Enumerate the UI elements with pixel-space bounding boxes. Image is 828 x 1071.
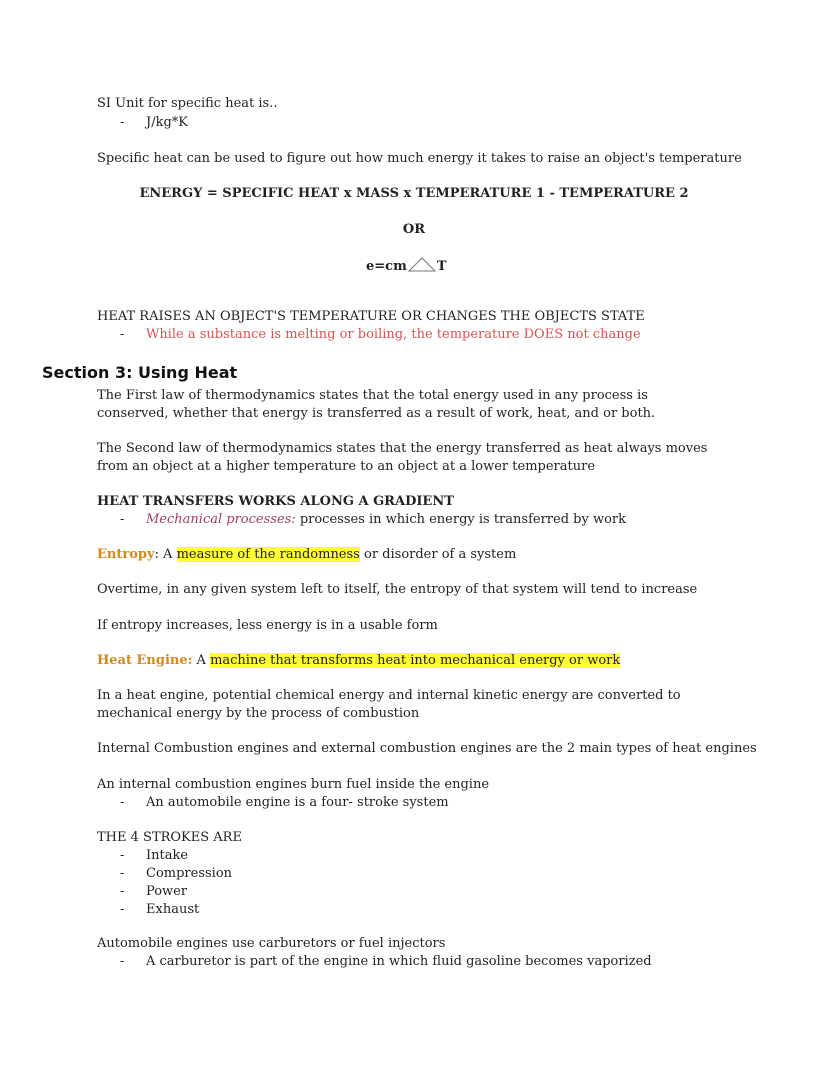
mechanical-processes-definition: processes in which energy is transferred by work bbox=[295, 512, 626, 527]
entropy-term: Entropy bbox=[97, 547, 155, 562]
bullet-dash: - bbox=[120, 866, 125, 881]
delta-triangle-icon bbox=[407, 256, 437, 272]
energy-formula-long: ENERGY = SPECIFIC HEAT x MASS x TEMPERATURE 1 - TEMPERATURE 2 bbox=[139, 186, 689, 201]
heat-raises-heading: HEAT RAISES AN OBJECT'S TEMPERATURE OR CHANGES THE OBJECTS STATE bbox=[97, 309, 645, 324]
bullet-dash: - bbox=[120, 848, 125, 863]
si-unit-intro: SI Unit for specific heat is.. bbox=[97, 96, 278, 111]
heat-engine-highlight: machine that transforms heat into mechanical energy or work bbox=[210, 653, 621, 668]
engine-types: Internal Combustion engines and external combustion engines are the 2 main types of heat engines bbox=[97, 741, 757, 756]
entropy-colon: : A bbox=[154, 547, 177, 562]
bullet-dash: - bbox=[120, 795, 125, 810]
heat-engine-term: Heat Engine: bbox=[97, 653, 193, 668]
entropy-definition bbox=[97, 546, 516, 564]
entropy-usable: If entropy increases, less energy is in a usable form bbox=[97, 618, 438, 633]
internal-engine-text: An internal combustion engines burn fuel inside the engine bbox=[97, 777, 490, 792]
entropy-rest: or disorder of a system bbox=[359, 547, 517, 562]
stroke-item: Intake bbox=[146, 848, 189, 863]
energy-formula-short bbox=[366, 256, 447, 276]
internal-engine-sub: An automobile engine is a four- stroke system bbox=[146, 795, 449, 810]
bullet-dash: - bbox=[120, 954, 125, 969]
heat-engine-definition bbox=[97, 652, 620, 670]
bullet-dash: - bbox=[120, 902, 125, 917]
carburetor-sub: A carburetor is part of the engine in which fluid gasoline becomes vaporized bbox=[146, 954, 652, 969]
heat-engine-a: A bbox=[192, 653, 211, 668]
bullet-dash: - bbox=[120, 512, 125, 527]
formula-short-prefix: e=cm bbox=[366, 259, 407, 274]
stroke-item: Exhaust bbox=[146, 902, 200, 917]
strokes-heading: THE 4 STROKES ARE bbox=[97, 830, 242, 845]
heat-raises-note: While a substance is melting or boiling, the temperature DOES not change bbox=[146, 327, 641, 342]
stroke-item: Compression bbox=[146, 866, 233, 881]
second-law-paragraph: The Second law of thermodynamics states that the energy transferred as heat always moves from an object at a higher temperature to an object at a lower temperature bbox=[97, 441, 708, 474]
entropy-increase: Overtime, in any given system left to itself, the entropy of that system will tend to increase bbox=[97, 582, 698, 597]
carburetor-text: Automobile engines use carburetors or fuel injectors bbox=[97, 936, 446, 951]
bullet-dash: - bbox=[120, 884, 125, 899]
bullet-dash: - bbox=[120, 115, 125, 130]
specific-heat-use: Specific heat can be used to figure out how much energy it takes to raise an object's temperature bbox=[97, 151, 742, 166]
bullet-dash: - bbox=[120, 327, 125, 342]
entropy-highlight: measure of the randomness bbox=[176, 547, 360, 562]
section-title: Section 3: Using Heat bbox=[42, 363, 238, 382]
formula-short-suffix: T bbox=[436, 259, 447, 274]
first-law-paragraph: The First law of thermodynamics states that the total energy used in any process is conserved, whether that energy is transferred as a result of work, heat, and or both. bbox=[97, 388, 656, 421]
si-unit-value: J/kg*K bbox=[146, 115, 189, 130]
gradient-heading: HEAT TRANSFERS WORKS ALONG A GRADIENT bbox=[97, 494, 454, 509]
stroke-item: Power bbox=[146, 884, 188, 899]
heat-engine-description: In a heat engine, potential chemical energy and internal kinetic energy are converted to mechanical energy by the process of combustion bbox=[97, 688, 681, 721]
mechanical-processes-item bbox=[146, 511, 626, 529]
mechanical-processes-term: Mechanical processes: bbox=[146, 512, 296, 527]
formula-or: OR bbox=[402, 222, 426, 237]
